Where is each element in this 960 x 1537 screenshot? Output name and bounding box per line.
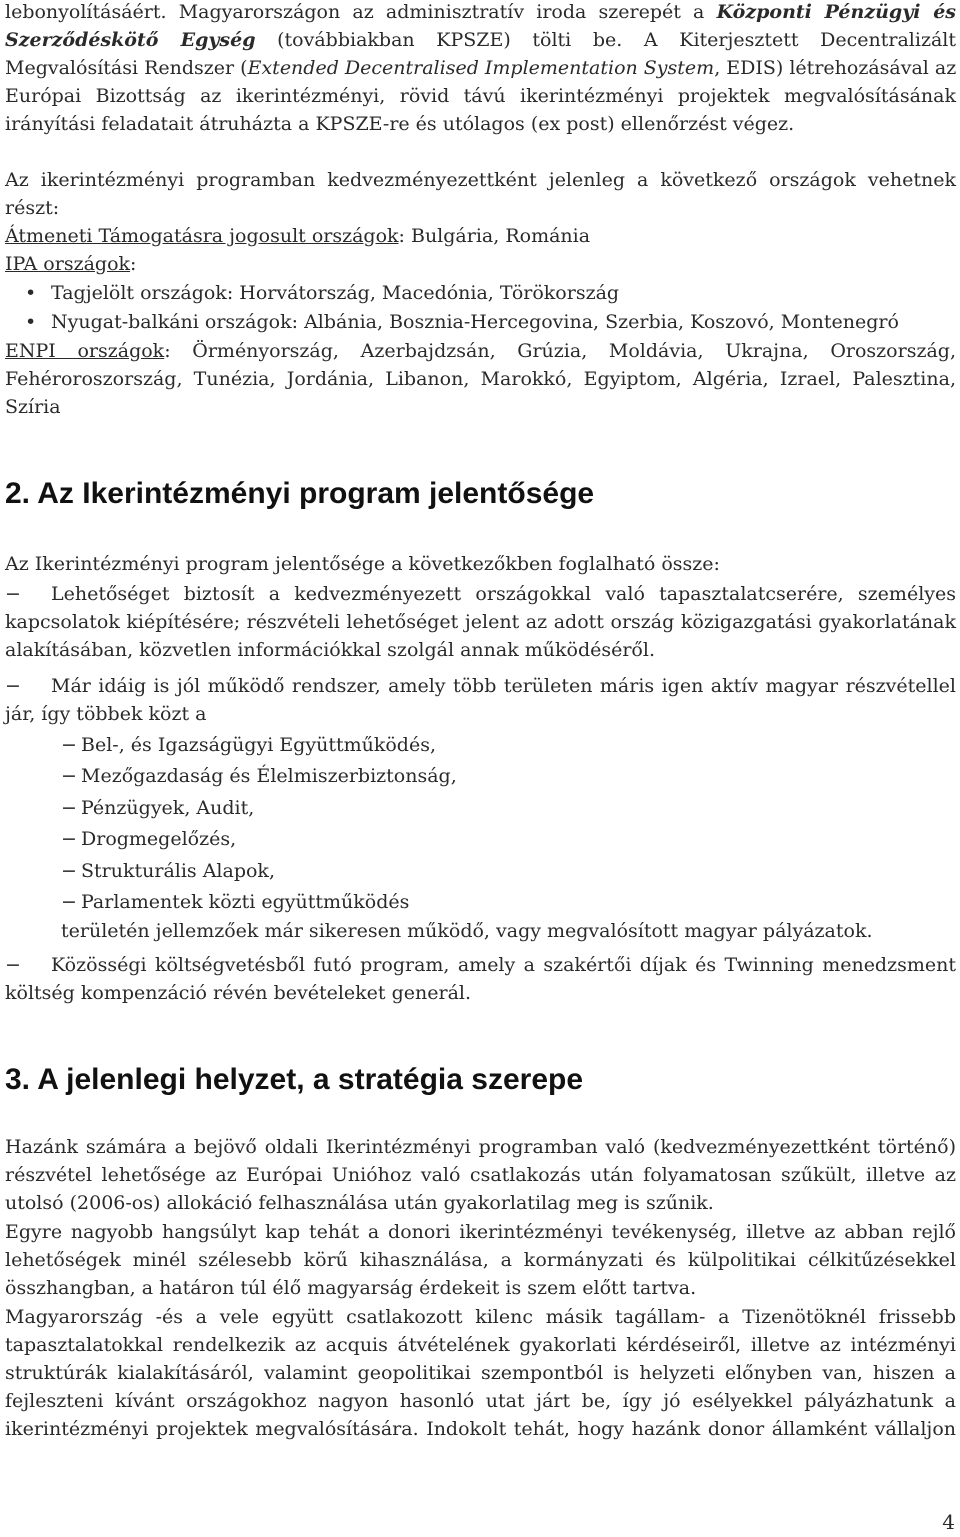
sub-list-item-text: Mezőgazdaság és Élelmiszerbiztonság, xyxy=(81,765,457,787)
paragraph-line: Az ikerintézményi programban kedvezményezettként jelenleg a következő országok vehetnek xyxy=(5,169,956,191)
transition-countries-line xyxy=(5,222,956,250)
list-item-text: Lehetőséget biztosít a kedvezményezett országokkal való tapasztalatcserére, személyes xyxy=(51,583,956,605)
paragraph-line: lehetőségek minél szélesebb körű kihasználása, a kormányzati és külpolitikai célkitűzésekkel xyxy=(5,1249,956,1271)
paragraph-line: kapcsolatok kiépítésére; részvételi lehetőséget jelent az adott ország közigazgatási gyakorlatának xyxy=(5,611,956,633)
paragraph-line: utolsó (2006-os) allokáció felhasználása után gyakorlatilag meg is szűnik. xyxy=(5,1192,714,1214)
dash-icon: − xyxy=(61,891,77,913)
page-number: 4 xyxy=(942,1510,955,1534)
sub-list-item-text: Drogmegelőzés, xyxy=(81,828,237,850)
paragraph-line: alakításában, közvetlen információkkal szolgál annak működéséről. xyxy=(5,639,655,661)
paragraph-line: részvétel lehetősége az Európai Unióhoz való csatlakozás után folyamatosan szűkült, illetve az xyxy=(5,1164,956,1186)
paragraph-line: ikerintézményi projektek megvalósítására. Indokolt tehát, hogy hazánk donor államként vállaljon xyxy=(5,1418,956,1440)
paragraph-line: struktúrák kialakításáról, valamint geopolitikai szempontból is helyzeti előnyben van, hiszen a xyxy=(5,1362,956,1384)
paragraph-line: tapasztalatokkal rendelkezik az acquis átvételének gyakorlati kérdéseiről, illetve az intézményi xyxy=(5,1334,956,1356)
transition-label: Átmeneti Támogatásra jogosult országok xyxy=(5,225,399,247)
ipa-label: IPA országok xyxy=(5,253,131,275)
dash-icon: − xyxy=(61,828,77,850)
sub-list-item xyxy=(61,888,956,916)
paragraph-line xyxy=(5,54,956,82)
paragraph-line: Egyre nagyobb hangsúlyt kap tehát a donori ikerintézményi tevékenység, illetve az abban rejlő xyxy=(5,1221,956,1243)
enpi-line xyxy=(5,337,956,365)
emphasis-text: Központi Pénzügyi és xyxy=(716,1,956,23)
paragraph-line: fejleszteni kívánt országokhoz nagyon hasonló utat járt be, így jó esélyekkel pályázhatunk a xyxy=(5,1390,956,1412)
enpi-text: : Örményország, Azerbajdzsán, Grúzia, Moldávia, Ukrajna, Oroszország, xyxy=(164,340,956,362)
bullet-icon: • xyxy=(25,282,37,304)
text-run: Megvalósítási Rendszer ( xyxy=(5,57,248,79)
sub-list-item-text: Pénzügyek, Audit, xyxy=(81,797,255,819)
bullet-icon: • xyxy=(25,311,37,333)
sub-list-item-text: Strukturális Alapok, xyxy=(81,860,275,882)
sub-list-item xyxy=(61,825,956,853)
dash-icon: − xyxy=(61,797,77,819)
paragraph-line: Fehéroroszország, Tunézia, Jordánia, Libanon, Marokkó, Egyiptom, Algéria, Izrael, Palesztina, xyxy=(5,368,956,390)
section-heading: 3. A jelenlegi helyzet, a stratégia szerepe xyxy=(5,1063,584,1096)
paragraph-line xyxy=(5,0,956,26)
dash-icon: − xyxy=(61,765,77,787)
paragraph-line: Hazánk számára a bejövő oldali Ikerintézményi programban való (kedvezményezettként történő) xyxy=(5,1136,956,1158)
list-item xyxy=(5,580,956,608)
text-run: , EDIS) létrehozásával az xyxy=(714,57,957,79)
list-item-text: Már idáig is jól működő rendszer, amely több területen máris igen aktív magyar részvétellel xyxy=(51,675,956,697)
sub-list-item xyxy=(61,731,956,759)
emphasis-text: Szerződéskötő Egység xyxy=(5,29,256,51)
paragraph-line: Az Ikerintézményi program jelentősége a következőkben foglalható össze: xyxy=(5,553,720,575)
paragraph-line: területén jellemzőek már sikeresen működő, vagy megvalósított magyar pályázatok. xyxy=(61,920,873,942)
italic-text: Extended Decentralised Implementation System xyxy=(247,57,715,79)
paragraph-line: Magyarország -és a vele együtt csatlakozott kilenc másik tagállam- a Tizenötöknél frissebb xyxy=(5,1306,956,1328)
list-item xyxy=(5,951,956,979)
section-heading: 2. Az Ikerintézményi program jelentősége xyxy=(5,477,595,510)
text-run: lebonyolításáért. Magyarországon az adminisztratív iroda szerepét a xyxy=(5,1,717,23)
paragraph-line: összhangban, a határon túl élő magyarság érdekeit is szem előtt tartva. xyxy=(5,1277,697,1299)
dash-icon: − xyxy=(5,954,21,976)
sub-list-item xyxy=(61,857,956,885)
list-item xyxy=(5,279,956,307)
dash-icon: − xyxy=(61,860,77,882)
transition-value: : Bulgária, Románia xyxy=(398,225,591,247)
list-item xyxy=(5,672,956,700)
text-run: (továbbiakban KPSZE) tölti be. A Kiterjesztett Decentralizált xyxy=(255,29,957,51)
sub-list-item xyxy=(61,794,956,822)
list-item-text: Közösségi költségvetésből futó program, amely a szakértői díjak és Twinning menedzsment xyxy=(51,954,956,976)
paragraph-line: irányítási feladatait átruházta a KPSZE-re és utólagos (ex post) ellenőrzést végez. xyxy=(5,113,795,135)
sub-list-item-text: Parlamentek közti együttműködés xyxy=(81,891,410,913)
ipa-colon: : xyxy=(130,253,137,275)
sub-list-item xyxy=(61,762,956,790)
dash-icon: − xyxy=(5,675,21,697)
enpi-label: ENPI országok xyxy=(5,340,165,362)
list-item xyxy=(5,308,956,336)
paragraph-line: költség kompenzáció révén bevételeket generál. xyxy=(5,982,472,1004)
paragraph-line xyxy=(5,26,956,54)
ipa-line xyxy=(5,250,956,278)
list-item-text: Nyugat-balkáni országok: Albánia, Bosznia-Hercegovina, Szerbia, Koszovó, Montenegró xyxy=(51,311,899,333)
list-item-text: Tagjelölt országok: Horvátország, Macedónia, Törökország xyxy=(51,282,620,304)
paragraph-line: Európai Bizottság az ikerintézményi, rövid távú ikerintézményi projektek megvalósításának xyxy=(5,85,956,107)
dash-icon: − xyxy=(5,583,21,605)
paragraph-line: Szíria xyxy=(5,396,61,418)
paragraph-line: részt: xyxy=(5,197,60,219)
paragraph-line: jár, így többek közt a xyxy=(5,703,207,725)
dash-icon: − xyxy=(61,734,77,756)
sub-list-item-text: Bel-, és Igazságügyi Együttműködés, xyxy=(81,734,436,756)
